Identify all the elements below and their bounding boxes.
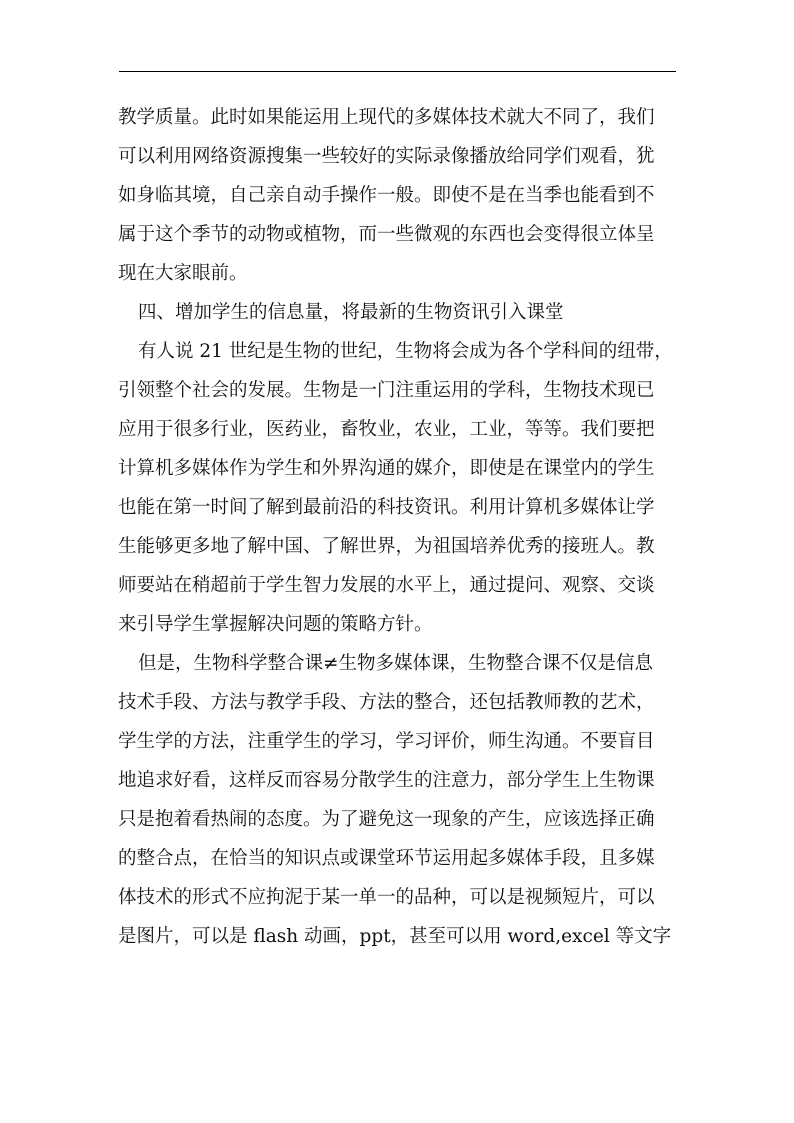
body-line-4: 属于这个季节的动物或植物，而一些微观的东西也会变得很立体呈	[118, 224, 655, 245]
body-line-10: 计算机多媒体作为学生和外界沟通的媒介，即使是在课堂内的学生	[118, 458, 655, 479]
body-line-17: 学生学的方法，注重学生的学习，学习评价，师生沟通。不要盲目	[118, 731, 655, 752]
body-line-20: 的整合点，在恰当的知识点或课堂环节运用起多媒体手段，且多媒	[118, 848, 655, 869]
body-line-9: 应用于很多行业，医药业，畜牧业，农业，工业，等等。我们要把	[118, 419, 655, 440]
body-line-22: 是图片，可以是 flash 动画，ppt，甚至可以用 word,excel 等文字	[118, 926, 672, 947]
body-line-2: 可以利用网络资源搜集一些较好的实际录像播放给同学们观看，犹	[118, 146, 655, 167]
body-line-11: 也能在第一时间了解到最前沿的科技资讯。利用计算机多媒体让学	[118, 497, 655, 518]
document-body	[118, 98, 678, 956]
body-line-8: 引领整个社会的发展。生物是一门注重运用的学科，生物技术现已	[118, 380, 655, 401]
body-line-18: 地追求好看，这样反而容易分散学生的注意力，部分学生上生物课	[118, 770, 655, 791]
body-line-19: 只是抱着看热闹的态度。为了避免这一现象的产生，应该选择正确	[118, 809, 655, 830]
body-line-14: 来引导学生掌握解决问题的策略方针。	[118, 614, 433, 635]
body-line-7: 有人说 21 世纪是生物的世纪，生物将会成为各个学科间的纽带，	[138, 341, 673, 362]
body-line-5: 现在大家眼前。	[118, 263, 248, 284]
body-line-13: 师要站在稍超前于学生智力发展的水平上，通过提问、观察、交谈	[118, 575, 655, 596]
header-rule	[119, 71, 676, 72]
body-line-16: 技术手段、方法与教学手段、方法的整合，还包括教师教的艺术，	[118, 692, 655, 713]
body-line-21: 体技术的形式不应拘泥于某一单一的品种，可以是视频短片，可以	[118, 887, 655, 908]
body-line-12: 生能够更多地了解中国、了解世界，为祖国培养优秀的接班人。教	[118, 536, 655, 557]
body-line-3: 如身临其境，自己亲自动手操作一般。即使不是在当季也能看到不	[118, 185, 655, 206]
body-line-1: 教学质量。此时如果能运用上现代的多媒体技术就大不同了，我们	[118, 107, 655, 128]
section-heading: 四、增加学生的信息量，将最新的生物资讯引入课堂	[138, 302, 564, 323]
body-line-15: 但是，生物科学整合课≠生物多媒体课，生物整合课不仅是信息	[138, 653, 654, 674]
